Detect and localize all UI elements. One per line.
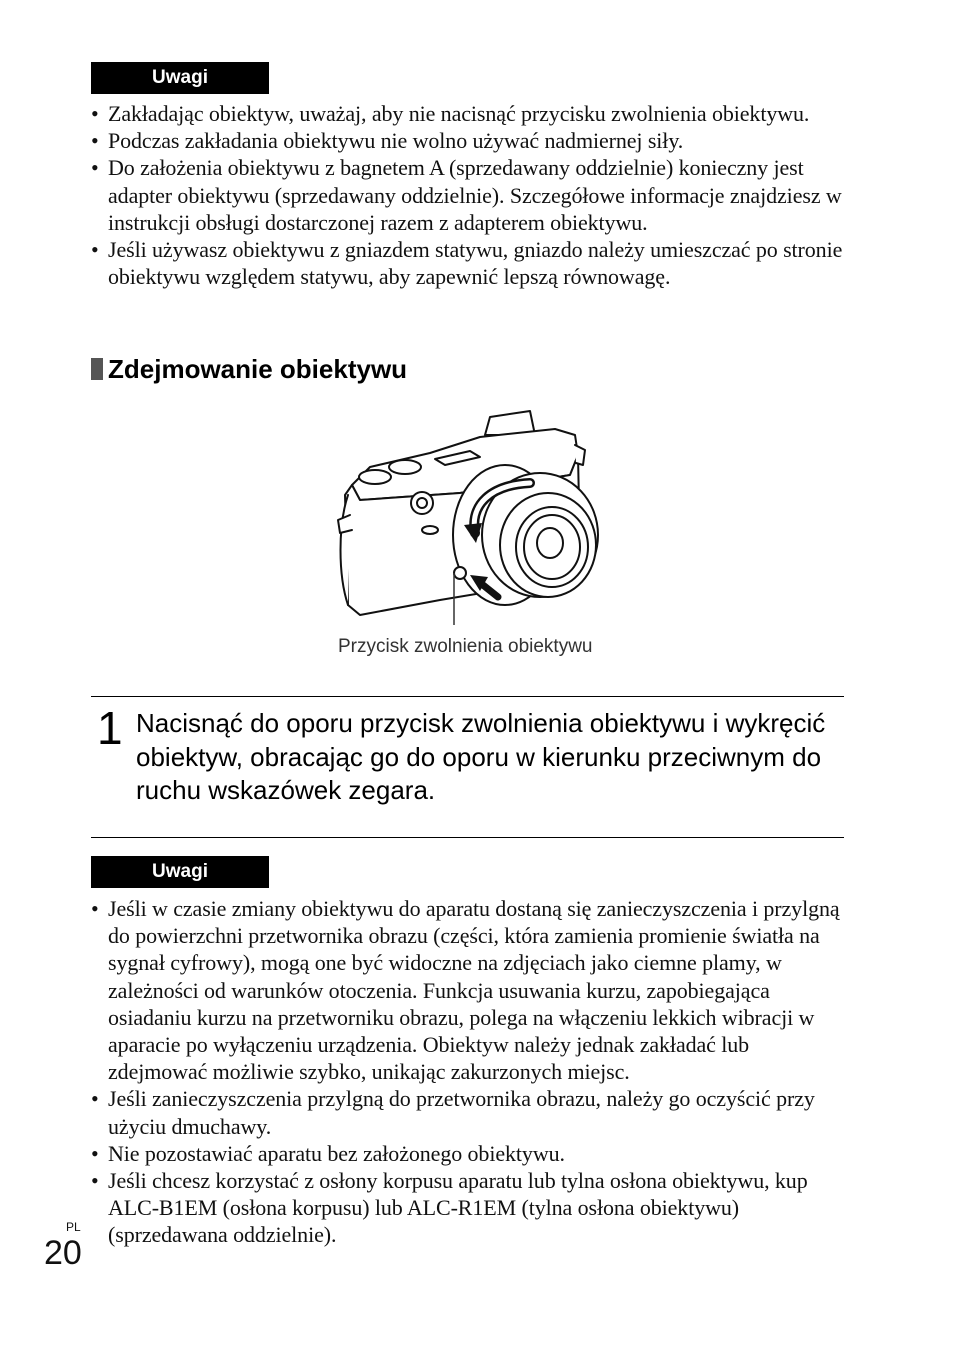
list-item: • Jeśli zanieczyszczenia przylgną do przetwornika obrazu, należy go oczyścić przy użyciu dmuchawy. [91, 1085, 851, 1139]
list-item: • Jeśli chcesz korzystać z osłony korpusu aparatu lub tylna osłona obiektywu, kup ALC-B1EM (osłona korpusu) lub ALC-R1EM (tylna osłona obiektywu) (sprzedawana oddzielnie). [91, 1167, 851, 1249]
list-item: • Jeśli używasz obiektywu z gniazdem statywu, gniazdo należy umieszczać po stronie obiektywu względem statywu, aby zapewnić lepszą równowagę. [91, 236, 851, 290]
list-item: • Zakładając obiektyw, uważaj, aby nie nacisnąć przycisku zwolnienia obiektywu. [91, 100, 851, 127]
step-instruction: Nacisnąć do oporu przycisk zwolnienia obiektywu i wykręcić obiektyw, obracając go do oporu w kierunku przeciwnym do ruchu wskazówek zegara. [136, 708, 826, 805]
list-item: • Podczas zakładania obiektywu nie wolno używać nadmiernej siły. [91, 127, 851, 154]
step-number: 1 [97, 702, 123, 754]
list-item: • Nie pozostawiać aparatu bez założonego obiektywu. [91, 1140, 851, 1167]
section-heading [91, 352, 407, 386]
page-number: 20 [44, 1234, 82, 1272]
list-item: • Do założenia obiektywu z bagnetem A (sprzedawany oddzielnie) konieczny jest adapter obiektywu (sprzedawany oddzielnie). Szczegółowe informacje znajdziesz w instrukcji obsługi dostarczonej razem z adapterem obiektywu. [91, 154, 851, 236]
camera-lens-removal-illustration [330, 405, 630, 625]
notes-label-bottom: Uwagi [91, 856, 269, 888]
notes-list-bottom [91, 895, 851, 1249]
notes-label-top: Uwagi [91, 62, 269, 94]
divider [91, 837, 844, 838]
section-marker-icon [91, 358, 103, 380]
section-title: Zdejmowanie obiektywu [108, 353, 408, 384]
divider [91, 696, 844, 697]
page-language: PL [66, 1220, 81, 1234]
figure-caption: Przycisk zwolnienia obiektywu [338, 636, 593, 657]
notes-list-top [91, 100, 851, 290]
list-item: • Jeśli w czasie zmiany obiektywu do aparatu dostaną się zanieczyszczenia i przylgną do powierzchni przetwornika obrazu (części, która zamienia promienie światła na sygnał cyfrowy), mogą one być widoczne na zdjęciach jako ciemne plamy, w zależności od warunków otoczenia. Funkcja usuwania kurzu, zapobiegająca osiadaniu kurzu na przetworniku obrazu, polega na włączeniu lekkich wibracji w aparacie po wyłączeniu urządzenia. Obiektyw należy jednak zakładać lub zdejmować możliwie szybko, unikając zakurzonych miejsc. [91, 895, 851, 1085]
